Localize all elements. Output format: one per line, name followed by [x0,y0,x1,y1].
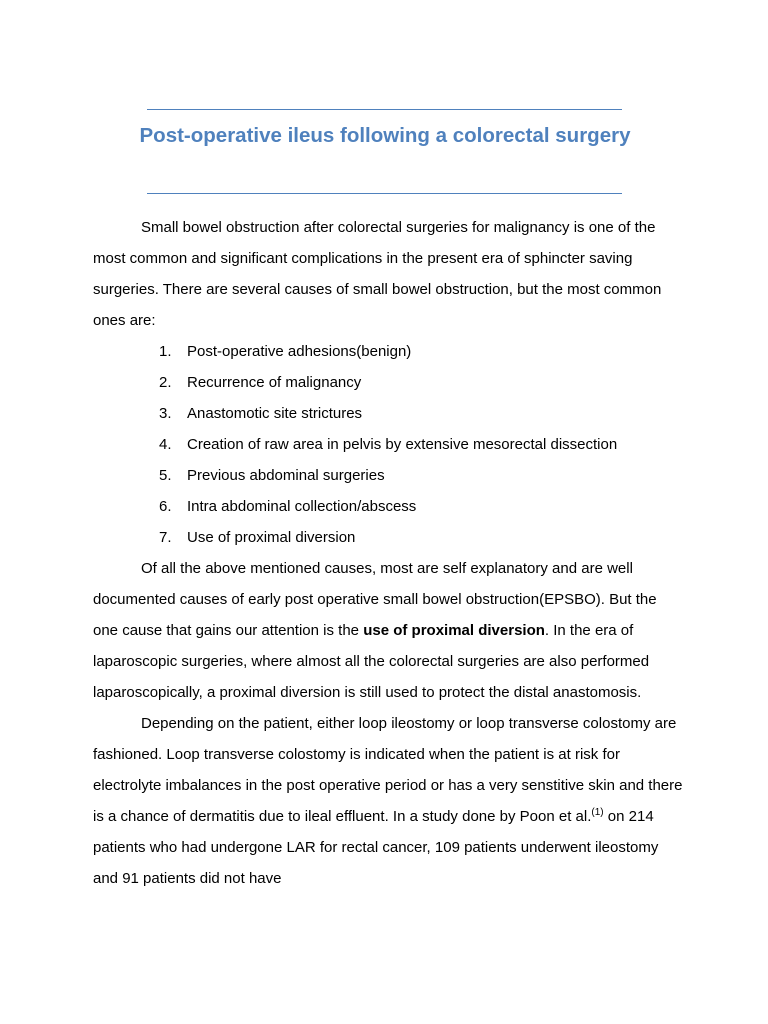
diversion-emphasis: use of proximal diversion [363,622,545,639]
list-item [93,460,683,491]
list-item-number: 4. [159,436,172,453]
diversion-paragraph-text-end: . In the era of laparoscopic surgeries, where almost all the colorectal surgeries are also performed laparoscopically, a proximal diversion is still used to protect the distal anastomosis. [93,622,650,701]
stoma-paragraph-text-end: on 214 patients who had undergone LAR for rectal cancer, 109 patients underwent ileostomy and 91 patients did not have [93,808,659,887]
list-item-number: 5. [159,467,172,484]
stoma-paragraph [93,708,683,894]
list-item-text: Creation of raw area in pelvis by extensive mesorectal dissection [187,436,618,453]
list-item [93,491,683,522]
list-item [93,336,683,367]
list-item-text: Anastomotic site strictures [187,405,363,422]
list-item-number: 6. [159,498,172,515]
causes-list [93,336,683,553]
list-item-number: 3. [159,405,172,422]
citation-superscript: (1) [591,807,604,818]
list-item-text: Recurrence of malignancy [187,374,362,391]
list-item-number: 7. [159,529,172,546]
list-item [93,398,683,429]
document-title: Post-operative ileus following a colorectal surgery [139,124,631,147]
list-item [93,367,683,398]
list-item-text: Post-operative adhesions(benign) [187,343,412,360]
list-item-text: Intra abdominal collection/abscess [187,498,417,515]
list-item [93,429,683,460]
diversion-paragraph-text-start: Of all the above mentioned causes, most are self explanatory and are well documented causes of early post operative small bowel obstruction(EPSBO). But the one cause that gains our attention is the [93,560,657,639]
title-bottom-rule [147,193,622,194]
list-item [93,522,683,553]
document-body [93,212,683,894]
list-item-number: 1. [159,343,172,360]
list-item-text: Previous abdominal surgeries [187,467,385,484]
intro-paragraph: Small bowel obstruction after colorectal surgeries for malignancy is one of the most common and significant complications in the present era of sphincter saving surgeries. There are several causes of small bowel obstruction, but the most common ones are: [93,219,662,329]
stoma-paragraph-text-start: Depending on the patient, either loop ileostomy or loop transverse colostomy are fashioned. Loop transverse colostomy is indicated when the patient is at risk for electrolyte imbalances in the post operative period or has a very senstitive skin and there is a chance of dermatitis due to ileal effluent. In a study done by Poon et al. [93,715,683,825]
diversion-paragraph [93,553,683,708]
list-item-text: Use of proximal diversion [187,529,356,546]
title-top-rule [147,109,622,110]
list-item-number: 2. [159,374,172,391]
